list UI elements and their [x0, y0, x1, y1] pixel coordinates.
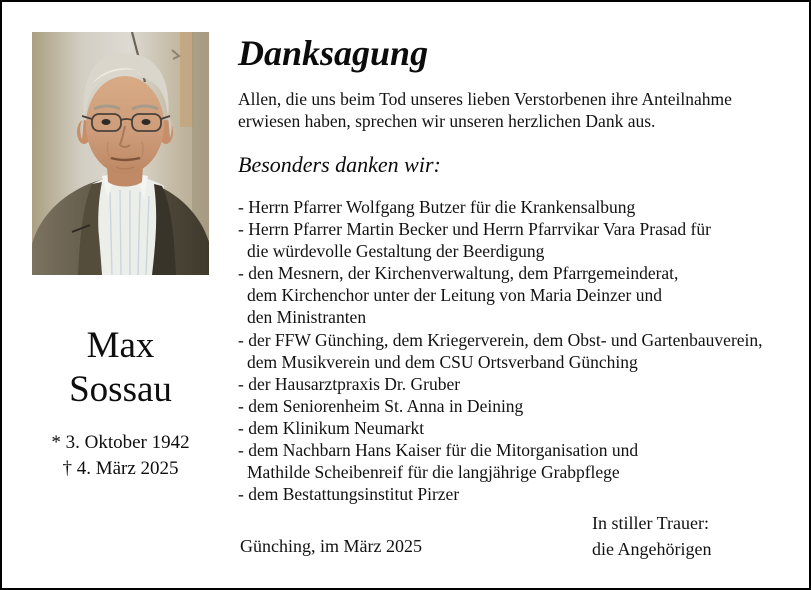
thanks-line: Mathilde Scheibenreif für die langjährige Grabpflege — [247, 462, 620, 483]
closing-line: In stiller Trauer: — [592, 513, 709, 533]
deceased-last-name: Sossau — [69, 369, 172, 410]
portrait-illustration — [32, 32, 209, 275]
intro-paragraph — [238, 88, 732, 132]
thanks-line: - dem Seniorenheim St. Anna in Deining — [238, 395, 524, 416]
intro-line: Allen, die uns beim Tod unseres lieben Verstorbenen ihre Anteilnahme — [238, 89, 732, 109]
thanks-line: - dem Bestattungsinstitut Pirzer — [238, 484, 460, 505]
thanks-list — [238, 196, 763, 505]
thanks-line: - der FFW Günching, dem Kriegerverein, dem Obst- und Gartenbauverein, — [238, 329, 763, 350]
death-date: † 4. März 2025 — [62, 458, 179, 479]
thanks-line: die würdevolle Gestaltung der Beerdigung — [247, 241, 545, 262]
intro-line: erwiesen haben, sprechen wir unseren herzlichen Dank aus. — [238, 111, 656, 131]
life-dates — [2, 430, 239, 482]
closing-line: die Angehörigen — [592, 539, 712, 559]
thanks-line: - den Mesnern, der Kirchenverwaltung, dem Pfarrgemeinderat, — [238, 263, 679, 284]
birth-date: * 3. Oktober 1942 — [51, 432, 190, 453]
place-date: Günching, im März 2025 — [240, 536, 422, 556]
thanks-line: den Ministranten — [247, 307, 367, 328]
thanks-line: dem Kirchenchor unter der Leitung von Maria Deinzer und — [247, 285, 662, 306]
thanks-line: dem Musikverein und dem CSU Ortsverband Günching — [247, 351, 638, 372]
thanks-subheading: Besonders danken wir: — [238, 152, 441, 177]
thanks-line: - Herrn Pfarrer Martin Becker und Herrn Pfarrvikar Vara Prasad für — [238, 219, 711, 240]
portrait-photo — [32, 32, 209, 275]
closing-block — [592, 510, 711, 562]
thanks-line: - dem Nachbarn Hans Kaiser für die Mitorganisation und — [238, 440, 639, 461]
deceased-name — [2, 324, 239, 412]
thanks-line: - Herrn Pfarrer Wolfgang Butzer für die Krankensalbung — [238, 197, 636, 217]
thanks-line: - dem Klinikum Neumarkt — [238, 417, 425, 438]
page-title: Danksagung — [238, 33, 429, 73]
deceased-first-name: Max — [86, 325, 155, 366]
thanks-line: - der Hausarztpraxis Dr. Gruber — [238, 373, 461, 394]
